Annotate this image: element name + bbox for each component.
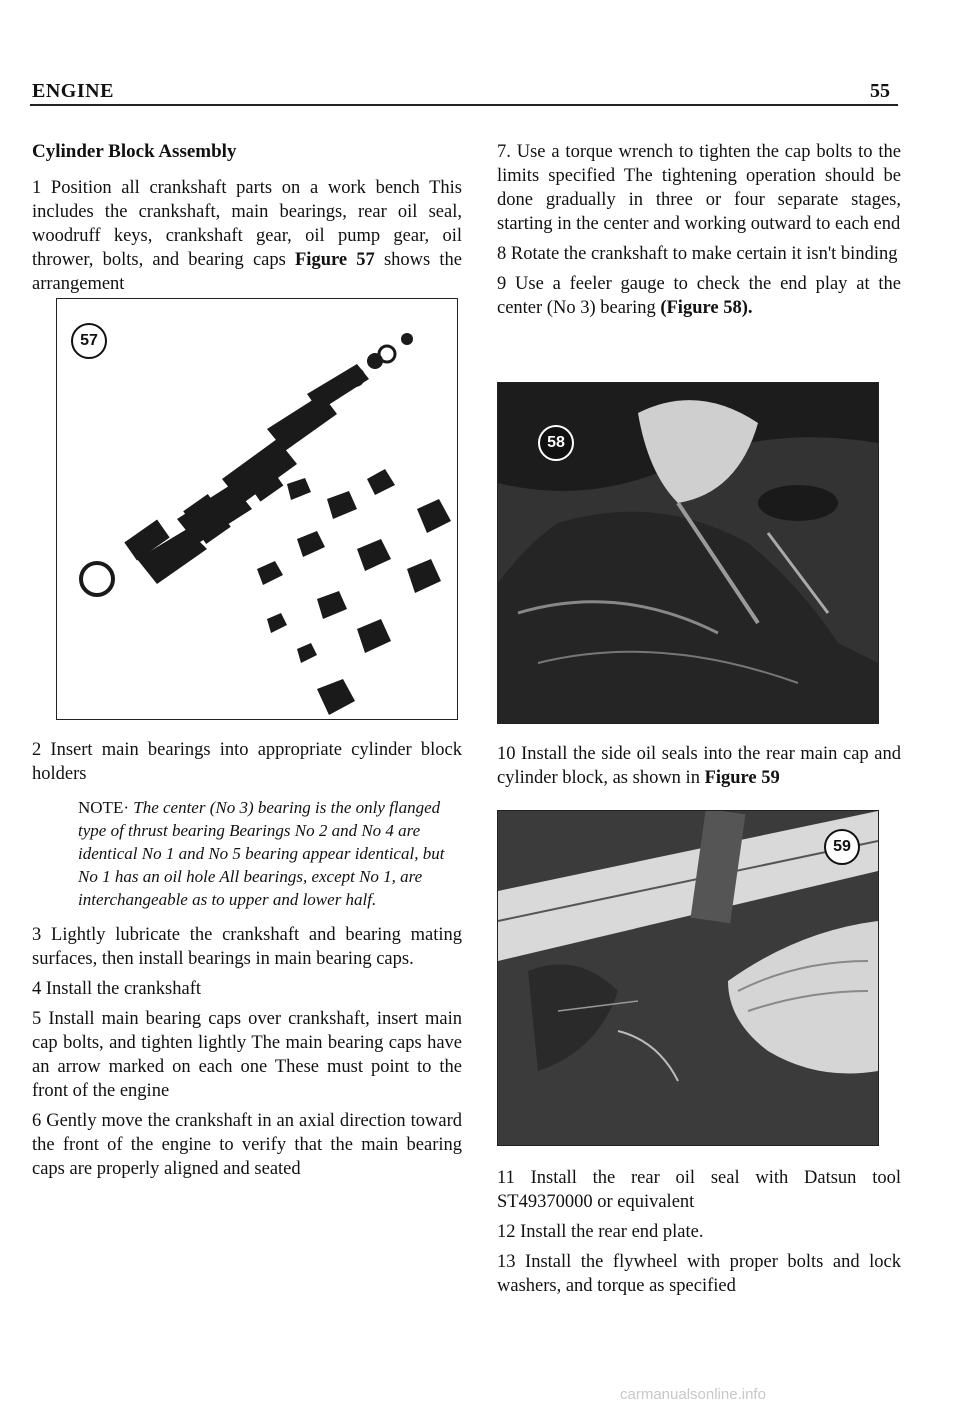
step-8: 8 Rotate the crankshaft to make certain it isn't binding xyxy=(497,244,898,264)
right-column-top xyxy=(497,140,901,326)
right-column-bottom xyxy=(497,1166,901,1304)
figure-57-badge: 57 xyxy=(71,323,107,359)
page-number: 55 xyxy=(870,80,890,102)
step-2: 2 Insert main bearings into appropriate cylinder block holders xyxy=(32,740,462,784)
watermark: carmanualsonline.info xyxy=(620,1386,766,1403)
step-6: 6 Gently move the crankshaft in an axial direction toward the front of the engine to verify that the main bearing caps are properly aligned and seated xyxy=(32,1111,462,1179)
step-10: 10 Install the side oil seals into the rear main cap and cylinder block, as shown in Figure 59 xyxy=(497,744,901,788)
oil-seal-photo xyxy=(498,811,878,1145)
figure-57 xyxy=(56,298,458,720)
figure-58-ref: (Figure 58). xyxy=(660,298,753,318)
figure-58 xyxy=(497,382,879,724)
step-5: 5 Install main bearing caps over crankshaft, insert main cap bolts, and tighten lightly The main bearing caps have an arrow marked on each one These must point to the front of the engine xyxy=(32,1009,462,1101)
step-1: 1 Position all crankshaft parts on a work bench This includes the crankshaft, main bearings, rear oil seal, woodruff keys, crankshaft gear, oil pump gear, oil thrower, bolts, and bearing caps Figure 57 shows the arrangement xyxy=(32,178,462,294)
figure-59-badge: 59 xyxy=(824,829,860,865)
right-column-middle xyxy=(497,742,901,796)
figure-59-ref: Figure 59 xyxy=(704,768,780,788)
section-title: Cylinder Block Assembly xyxy=(32,141,237,162)
crankshaft-parts-illustration xyxy=(57,299,457,719)
left-column-bottom xyxy=(32,738,462,1187)
figure-57-ref: Figure 57 xyxy=(295,250,375,270)
step-13: 13 Install the flywheel with proper bolts and lock washers, and torque as specified xyxy=(497,1252,901,1296)
figure-58-badge: 58 xyxy=(538,425,574,461)
step-9: 9 Use a feeler gauge to check the end play at the center (No 3) bearing (Figure 58). xyxy=(497,274,901,318)
running-header-section: ENGINE xyxy=(32,80,114,102)
header-rule xyxy=(30,104,898,106)
step-11: 11 Install the rear oil seal with Datsun tool ST49370000 or equivalent xyxy=(497,1168,901,1212)
figure-59 xyxy=(497,810,879,1146)
step-7: 7. Use a torque wrench to tighten the cap bolts to the limits specified The tightening operation should be done gradually in three or four separate stages, starting in the center and working outward to each end xyxy=(497,142,901,234)
step-3: 3 Lightly lubricate the crankshaft and bearing mating surfaces, then install bearings in main bearing caps. xyxy=(32,925,462,969)
note: NOTE· The center (No 3) bearing is the only flanged type of thrust bearing Bearings No 2 and No 4 are identical No 1 and No 5 bearing appear identical, but No 1 has an oil hole All bearings, except No 1, are interchangeable as to upper and lower half. xyxy=(78,798,445,909)
step-4: 4 Install the crankshaft xyxy=(32,979,202,999)
step-12: 12 Install the rear end plate. xyxy=(497,1222,704,1242)
left-column-top xyxy=(32,140,462,302)
